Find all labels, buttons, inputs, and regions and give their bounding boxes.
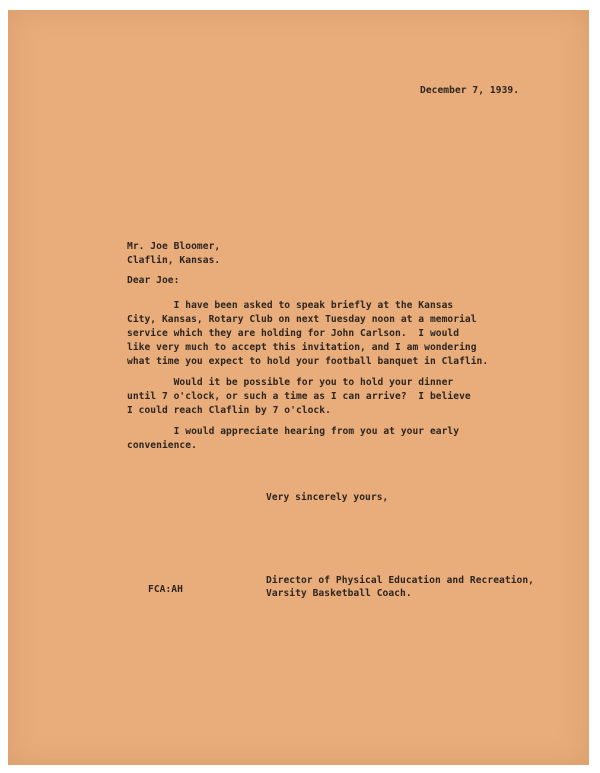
body-line: I have been asked to speak briefly at the Kansas: [127, 300, 454, 311]
recipient-name: Mr. Joe Bloomer,: [127, 241, 221, 252]
recipient-location: Claflin, Kansas.: [127, 255, 221, 266]
letter-date: December 7, 1939.: [420, 85, 520, 96]
salutation: Dear Joe:: [127, 275, 180, 286]
body-line: what time you expect to hold your football banquet in Claflin.: [127, 356, 489, 367]
body-line: like very much to accept this invitation, and I am wondering: [127, 342, 477, 353]
body-line: until 7 o'clock, or such a time as I can arrive? I believe: [127, 391, 471, 402]
body-line: service which they are holding for John Carlson. I would: [127, 328, 460, 339]
letter-page: [8, 10, 589, 765]
typist-initials: FCA:AH: [148, 584, 183, 595]
body-line: Would it be possible for you to hold your dinner: [127, 377, 454, 388]
signature-title: Varsity Basketball Coach.: [266, 588, 412, 599]
body-line: City, Kansas, Rotary Club on next Tuesday noon at a memorial: [127, 314, 477, 325]
closing: Very sincerely yours,: [266, 492, 389, 503]
signature-title: Director of Physical Education and Recreation,: [266, 575, 534, 586]
body-line: convenience.: [127, 440, 197, 451]
body-line: I would appreciate hearing from you at your early: [127, 426, 460, 437]
body-line: I could reach Claflin by 7 o'clock.: [127, 405, 331, 416]
